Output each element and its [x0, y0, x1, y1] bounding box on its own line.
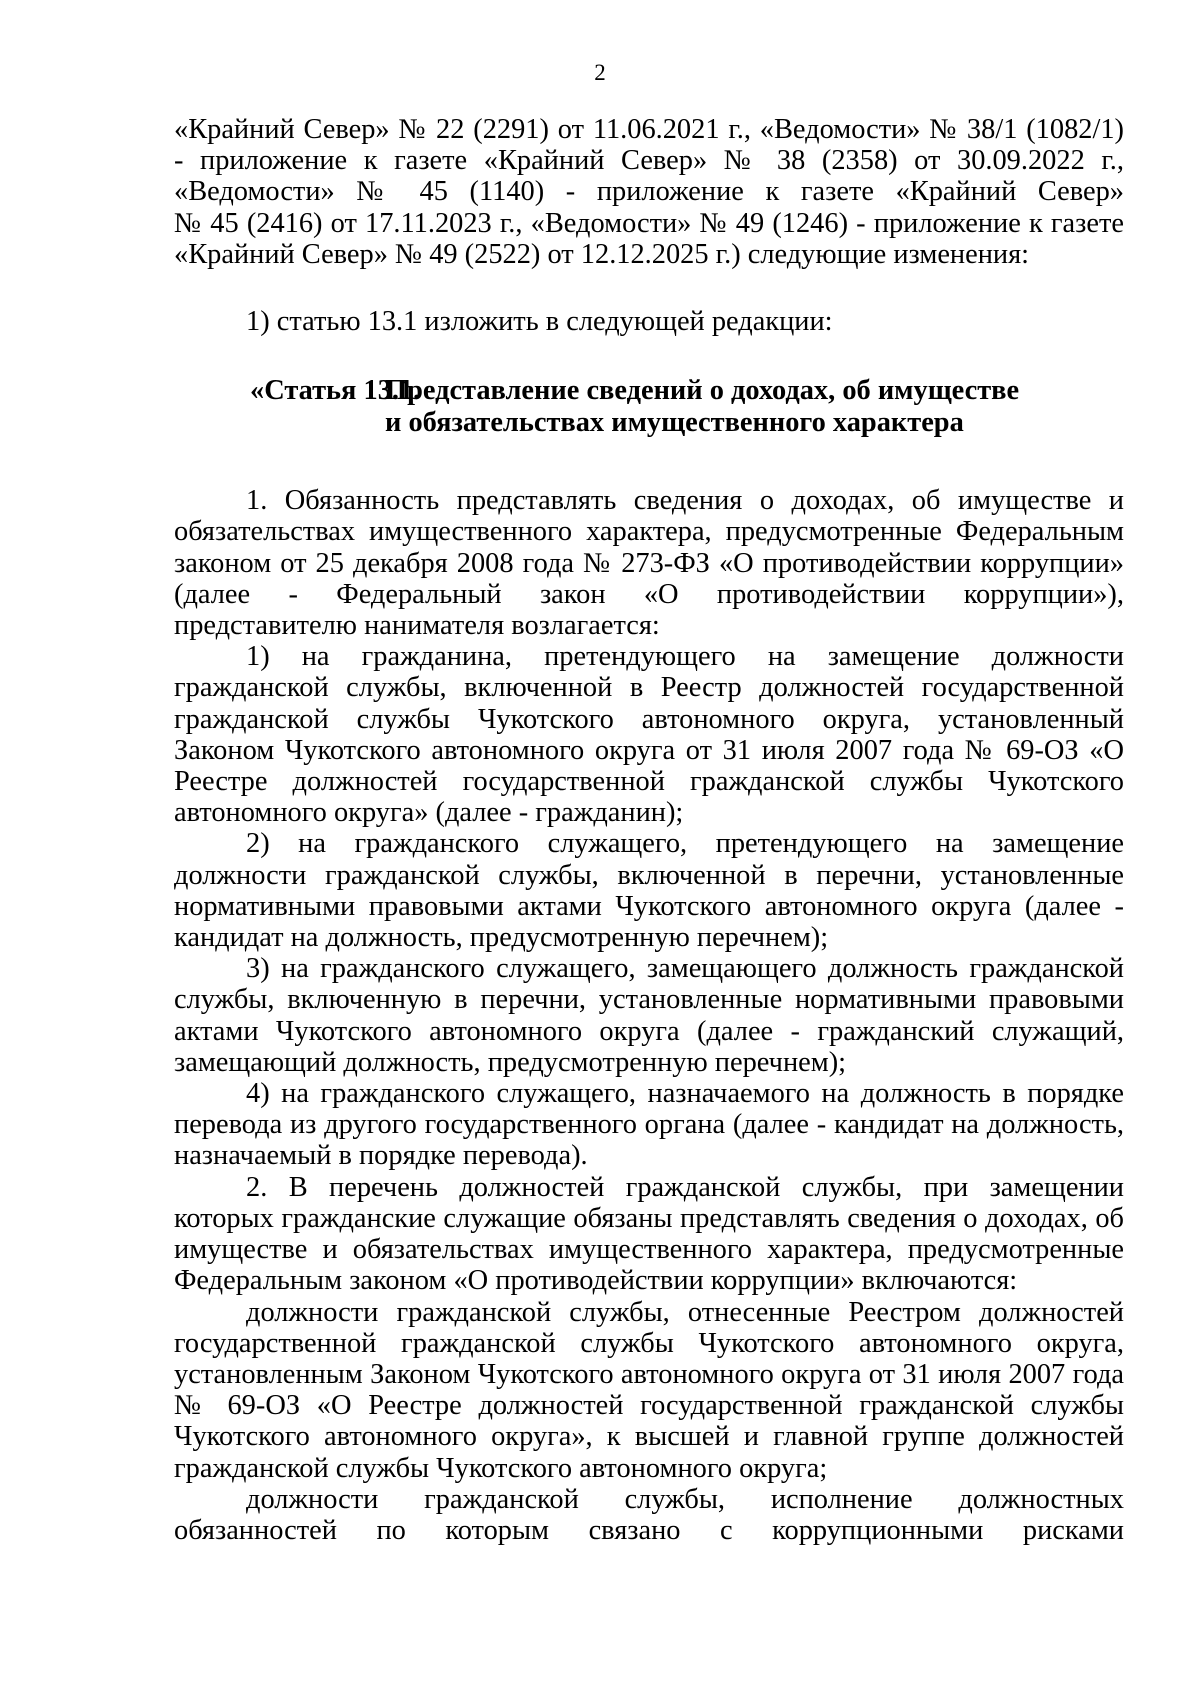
subparagraph-3: 3) на гражданского служащего, замещающего должность гражданской службы, включенную в перечни, установленные нормативными правовыми актами Чукотского автономного округа (далее - гражданский служащий, замещающий должность, предусмотренную перечнем); — [174, 953, 1124, 1078]
paragraph-2-item-a: должности гражданской службы, отнесенные Реестром должностей государственной гражданской службы Чукотского автономного округа, установленным Законом Чукотского автономного округа от 31 июля 2007 года № 69-ОЗ «О Реестре должностей государственной гражданской службы Чукотского автономного округа», к высшей и главной группе должностей гражданской службы Чукотского автономного округа; — [174, 1296, 1124, 1484]
paragraph-1: 1. Обязанность представлять сведения о доходах, об имуществе и обязательствах имущественного характера, предусмотренные Федеральным законом от 25 декабря 2008 года № 273-ФЗ «О противодействии коррупции» (далее - Федеральный закон «О противодействии коррупции»), представителю нанимателя возлагается: — [174, 485, 1124, 642]
intro-line: - приложение к газете «Крайний Север» № 38 (2358) от 30.09.2022 г., — [174, 145, 1124, 177]
intro-line: «Крайний Север» № 22 (2291) от 11.06.2021 г., «Ведомости» № 38/1 (1082/1) — [174, 114, 1124, 145]
subparagraph-4: 4) на гражданского служащего, назначаемого на должность в порядке перевода из другого государственного органа (далее - кандидат на должность, назначаемый в порядке перевода). — [174, 1078, 1124, 1172]
intro-line: № 45 (2416) от 17.11.2023 г., «Ведомости» № 49 (1246) - приложение к газете — [174, 207, 1124, 239]
intro-line: «Крайний Север» № 49 (2522) от 12.12.2025 г.) следующие изменения: — [174, 238, 1030, 270]
document-body — [174, 114, 1124, 1546]
amendment-item-1: 1) статью 13.1 изложить в следующей редакции: — [246, 306, 833, 338]
article-title — [385, 375, 1124, 439]
subparagraph-1: 1) на гражданина, претендующего на замещение должности гражданской службы, включенной в Реестр должностей государственной гражданской службы Чукотского автономного округа, установленный Законом Чукотского автономного округа от 31 июля 2007 года № 69-ОЗ «О Реестре должностей государственной гражданской службы Чукотского автономного округа» (далее - гражданин); — [174, 641, 1124, 829]
article-heading — [174, 375, 1124, 439]
page-number: 2 — [594, 60, 606, 85]
paragraph-2: 2. В перечень должностей гражданской службы, при замещении которых гражданские служащие обязаны представлять сведения о доходах, об имуществе и обязательствах имущественного характера, предусмотренные Федеральным законом «О противодействии коррупции» включаются: — [174, 1171, 1124, 1297]
intro-line: «Ведомости» № 45 (1140) - приложение к газете «Крайний Север» — [174, 176, 1124, 208]
article-title-line: и обязательствах имущественного характера — [385, 407, 964, 439]
article-title-line: Представление сведений о доходах, об имуществе — [385, 375, 1020, 407]
paragraph-2-item-b: должности гражданской службы, исполнение должностных обязанностей по которым связано с коррупционными рисками — [174, 1483, 1124, 1546]
article-number: «Статья 13.1. — [250, 375, 421, 407]
subparagraph-2: 2) на гражданского служащего, претендующего на замещение должности гражданской службы, включенной в перечни, установленные нормативными правовыми актами Чукотского автономного округа (далее - кандидат на должность, предусмотренную перечнем); — [174, 828, 1124, 954]
intro-paragraph — [174, 114, 1124, 270]
